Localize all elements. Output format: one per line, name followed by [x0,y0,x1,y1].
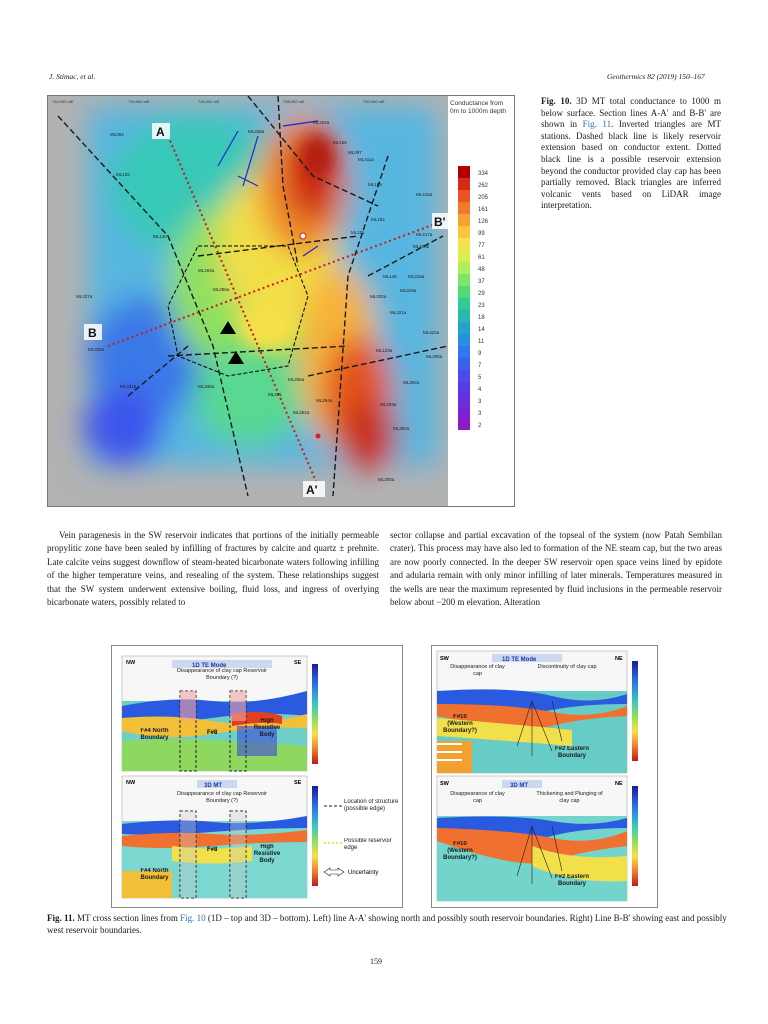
easting-tick: 738,000 mE [283,99,305,104]
svg-text:ML097: ML097 [348,150,362,155]
legend-title: Conductance from 0m to 1000m depth [450,100,507,115]
colorbar-swatch [458,202,470,214]
colorbar-swatch [458,310,470,322]
svg-text:ML322a: ML322a [423,330,440,335]
section-label-b-prime: B' [434,215,446,229]
svg-text:ML302a: ML302a [393,426,410,431]
svg-text:ML305a: ML305a [426,354,443,359]
colorbar-tick-label: 77 [478,243,485,249]
svg-text:F#8: F#8 [207,730,218,736]
colorbar-swatch [458,250,470,262]
svg-text:NE: NE [615,781,623,787]
svg-text:ML330a: ML330a [198,384,215,389]
svg-text:SW: SW [440,781,449,787]
svg-text:ML327a: ML327a [76,294,93,299]
conductance-map [48,96,514,506]
colorbar-swatch [458,262,470,274]
svg-text:ML101: ML101 [351,230,365,235]
svg-text:ML156: ML156 [333,140,347,145]
legend-uncertainty: Uncertainty [348,870,379,876]
colorbar-tick-label: 2 [478,423,482,429]
body-paragraph-right: sector collapse and partial excavation of the topseal of the system (now Patah Sembilan crater). This process may have also led to formation of the NE steam cap, but the two areas are now poorly connected. In the deeper SW reservoir open space veins lined by epidote and adularia remain with only minor infilling of later minerals. Temperatures measured in the wells are near the maximum represented by fluid inclusions in the permeable reservoir below about −200 m elevation. Alteration [390,530,722,608]
svg-text:F#8: F#8 [207,847,218,853]
colorbar-swatch [458,334,470,346]
left-bottom-mode-label: 3D MT [204,783,222,789]
colorbar-tick-label: 7 [478,363,482,369]
svg-text:ML286a: ML286a [213,287,230,292]
colorbar-tick-label: 61 [478,255,485,261]
colorbar-tick-label: 99 [478,231,485,237]
easting-tick: 740,000 mE [363,99,385,104]
svg-text:ML264a: ML264a [316,398,333,403]
svg-text:SE: SE [294,660,302,666]
colorbar-swatch [458,370,470,382]
figure-10-caption: Fig. 10. 3D MT total conductance to 1000 m below surface. Section lines A-A' and B-B' are shown in Fig. 11. Inverted triangles are MT stations. Dashed black line is likely reservoir extension based on conductor extent. Dotted black line is a possible reservoir extension beyond the conductor provided clay cap has been partially removed. Black triangles are inferred volcanic vents based on LiDAR image interpretation. [541,96,722,211]
svg-text:ML265a: ML265a [288,377,305,382]
colorbar-tick-label: 9 [478,351,482,357]
colorbar-tick-label: 126 [478,219,489,225]
colorbar-tick-label: 5 [478,375,482,381]
page-number: 159 [370,957,382,966]
svg-text:NW: NW [126,660,136,666]
svg-text:ML291: ML291 [268,392,282,397]
colorbar-swatch [458,394,470,406]
colorbar-swatch [458,382,470,394]
svg-text:ML406b: ML406b [413,244,430,249]
svg-text:SE: SE [294,780,302,786]
section-label-a-prime: A' [306,483,318,497]
colorbar-swatch [458,418,470,430]
figure-11-right-panel: 1D TE Mode SW NE Disappearance of clay cap Discontinuity of clay cap F#10 (Western Boundary?) F#2 Eastern Boundary 3D MT SW NE Disappearance of clay cap Thickening and Plunging of clay cap F#10 (Western Boundary?) F#2 Eastern Boundary [431,645,658,908]
colorbar-tick-label: 18 [478,315,485,321]
svg-text:ML303a: ML303a [380,402,397,407]
colorbar-swatch [458,274,470,286]
colorbar-swatch [458,286,470,298]
colorbar-tick-label: 3 [478,411,482,417]
running-header-journal: Geothermics 82 (2019) 150–167 [607,72,705,81]
svg-text:ML123a: ML123a [376,348,393,353]
fig-11-link[interactable]: Fig. 11 [582,119,612,130]
svg-text:ML284a: ML284a [198,268,215,273]
svg-text:ML331b: ML331b [120,384,137,389]
colorbar-swatch [458,406,470,418]
easting-tick: 732,000 mE [52,99,74,104]
body-paragraph-left: Vein paragenesis in the SW reservoir indicates that portions of the initially permeable propylitic zone have been sealed by infilling of fractures by calcite and quartz ± prehnite. Late calcite veins suggest downflow of steam-heated bicarbonate waters following infilling of the higher temperature veins, and resealing of the system. These relationships suggest that the SW system underwent extensive boiling, fluid loss, and ingress of overlying bicarbonate waters, possibly related to [47,530,379,608]
easting-tick: 734,000 mE [128,99,150,104]
figure-10-map [47,95,515,507]
colorbar-swatch [458,238,470,250]
colorbar-tick-label: 14 [478,327,485,333]
running-header-authors: J. Stimac, et al. [49,72,96,81]
colorbar-swatch [458,190,470,202]
colorbar-tick-label: 11 [478,339,485,345]
svg-text:ML102: ML102 [116,172,130,177]
legend-edge: Possible reservoir edge [344,838,392,851]
svg-text:ML336a: ML336a [248,129,265,134]
svg-text:ML154: ML154 [371,217,385,222]
figure-11-caption: Fig. 11. MT cross section lines from Fig. 10 (1D – top and 3D – bottom). Left) line A-A' showing north and possibly south reservoir boundaries. Right) Line B-B' showing east and possibly west reservoir boundaries. [47,913,727,935]
svg-text:ML146: ML146 [383,274,397,279]
svg-text:ML316a: ML316a [408,274,425,279]
svg-text:ML417a: ML417a [416,232,433,237]
colorbar-tick-label: 3 [478,399,482,405]
colorbar-swatch [458,166,470,178]
svg-text:ML328a: ML328a [88,347,105,352]
uncertainty-arrow-icon [324,868,344,876]
svg-text:ML300a: ML300a [378,477,395,482]
colorbar-swatch [458,322,470,334]
right-top-mode-label: 1D TE Mode [502,657,537,663]
svg-text:ML321a: ML321a [390,310,407,315]
svg-text:NW: NW [126,780,136,786]
colorbar-swatch [458,346,470,358]
svg-text:ML262a: ML262a [293,410,310,415]
figure-11 [111,645,656,908]
svg-text:NE: NE [615,656,623,662]
legend-structure: Location of structure (possible edge) [344,799,399,812]
svg-text:ML304a: ML304a [403,380,420,385]
left-top-mode-label: 1D TE Mode [192,663,227,669]
figure-11-left-panel: 1D TE Mode NW SE Disappearance of clay cap Reservoir Boundary (?) F#4 North Boundary F#8 High Resistive Body 3D MT NW SE Disappearance of clay cap Reservoir Boundary (?) F#4 North Boundary F#8 High Resistive Body Location of structure (possible edge) Possible reservoir edge Uncertainty [111,645,403,908]
svg-text:ML415a: ML415a [416,192,433,197]
colorbar-tick-label: 262 [478,183,489,189]
section-label-a: A [156,125,165,139]
svg-text:ML105: ML105 [368,182,382,187]
svg-text:ML140: ML140 [153,234,167,239]
svg-text:ML319a: ML319a [400,288,417,293]
colorbar-tick-label: 48 [478,267,485,273]
colorbar-swatch [458,358,470,370]
colorbar-tick-label: 23 [478,303,485,309]
colorbar-swatch [458,226,470,238]
colorbar-swatch [458,178,470,190]
colorbar-tick-label: 161 [478,207,489,213]
svg-text:SW: SW [440,656,449,662]
colorbar-tick-label: 334 [478,171,489,177]
easting-tick: 736,000 mE [198,99,220,104]
colorbar-tick-label: 205 [478,195,489,201]
colorbar-tick-label: 37 [478,279,485,285]
colorbar-tick-label: 29 [478,291,485,297]
svg-text:ML094: ML094 [110,132,124,137]
svg-text:ML411a: ML411a [358,157,374,162]
right-bottom-mode-label: 3D MT [510,783,528,789]
section-label-b: B [88,326,97,340]
svg-text:ML204a: ML204a [313,120,330,125]
colorbar-swatch [458,298,470,310]
colorbar-tick-label: 4 [478,387,482,393]
fig-10-link[interactable]: Fig. 10 [180,913,206,923]
svg-text:ML320a: ML320a [370,294,387,299]
colorbar-swatch [458,214,470,226]
